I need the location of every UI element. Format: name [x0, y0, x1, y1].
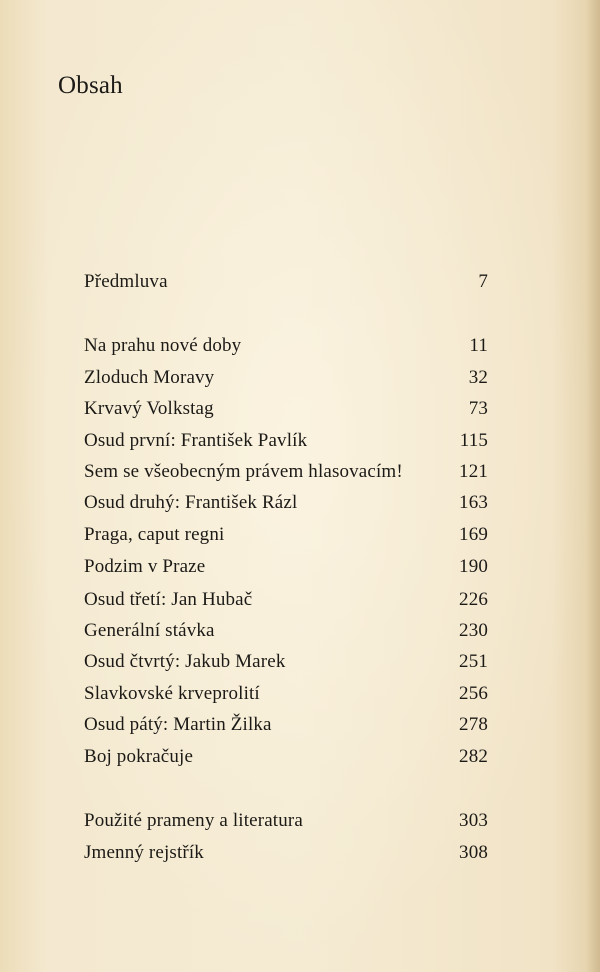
- toc-entry-page: 190: [459, 556, 488, 577]
- toc-entry: [84, 586, 494, 614]
- toc-entry: [84, 553, 494, 581]
- toc-entry-page: 169: [459, 524, 488, 545]
- toc-entry: [84, 268, 494, 296]
- toc-entry-title: Osud třetí: Jan Hubač: [84, 589, 253, 610]
- table-of-contents: [84, 0, 494, 972]
- toc-entry: [84, 617, 494, 645]
- toc-entry-title: Boj pokračuje: [84, 746, 194, 767]
- toc-entry-title: Jmenný rejstřík: [84, 842, 204, 863]
- toc-entry: [84, 680, 494, 708]
- toc-entry-page: 226: [459, 589, 488, 610]
- toc-entry-page: 303: [459, 810, 488, 831]
- toc-entry-page: 73: [468, 398, 488, 419]
- toc-entry-title: Osud druhý: František Rázl: [84, 492, 298, 513]
- toc-entry: [84, 364, 494, 392]
- toc-entry-page: 278: [459, 714, 488, 735]
- toc-entry-title: Krvavý Volkstag: [84, 398, 214, 419]
- toc-entry-page: 32: [468, 367, 488, 388]
- toc-entry-page: 11: [469, 335, 488, 356]
- toc-entry: [84, 427, 494, 455]
- toc-entry-title: Osud pátý: Martin Žilka: [84, 714, 272, 735]
- toc-entry-page: 282: [459, 746, 488, 767]
- toc-entry-page: 7: [478, 271, 488, 292]
- page-title: Obsah: [58, 72, 123, 99]
- toc-entry-page: 256: [459, 683, 488, 704]
- toc-entry: [84, 711, 494, 739]
- toc-entry-page: 308: [459, 842, 488, 863]
- toc-entry-title: Osud první: František Pavlík: [84, 430, 308, 451]
- toc-entry: [84, 521, 494, 549]
- toc-entry: [84, 395, 494, 423]
- toc-entry-title: Podzim v Praze: [84, 556, 206, 577]
- toc-entry: [84, 648, 494, 676]
- toc-entry-page: 115: [459, 430, 488, 451]
- toc-entry: [84, 807, 494, 835]
- toc-entry: [84, 743, 494, 771]
- toc-entry-title: Generální stávka: [84, 620, 215, 641]
- toc-entry-page: 251: [459, 651, 488, 672]
- toc-entry-title: Předmluva: [84, 271, 168, 292]
- toc-entry-title: Zloduch Moravy: [84, 367, 215, 388]
- toc-entry-page: 230: [459, 620, 488, 641]
- toc-entry-page: 163: [459, 492, 488, 513]
- toc-entry: [84, 458, 494, 486]
- toc-entry-title: Použité prameny a literatura: [84, 810, 303, 831]
- toc-entry-page: 121: [459, 461, 488, 482]
- toc-entry-title: Osud čtvrtý: Jakub Marek: [84, 651, 286, 672]
- toc-entry-title: Slavkovské krveprolití: [84, 683, 260, 704]
- toc-entry: [84, 332, 494, 360]
- toc-entry: [84, 839, 494, 867]
- toc-entry-title: Sem se všeobecným právem hlasovacím!: [84, 461, 403, 482]
- toc-entry-title: Praga, caput regni: [84, 524, 225, 545]
- toc-entry: [84, 489, 494, 517]
- toc-entry-title: Na prahu nové doby: [84, 335, 242, 356]
